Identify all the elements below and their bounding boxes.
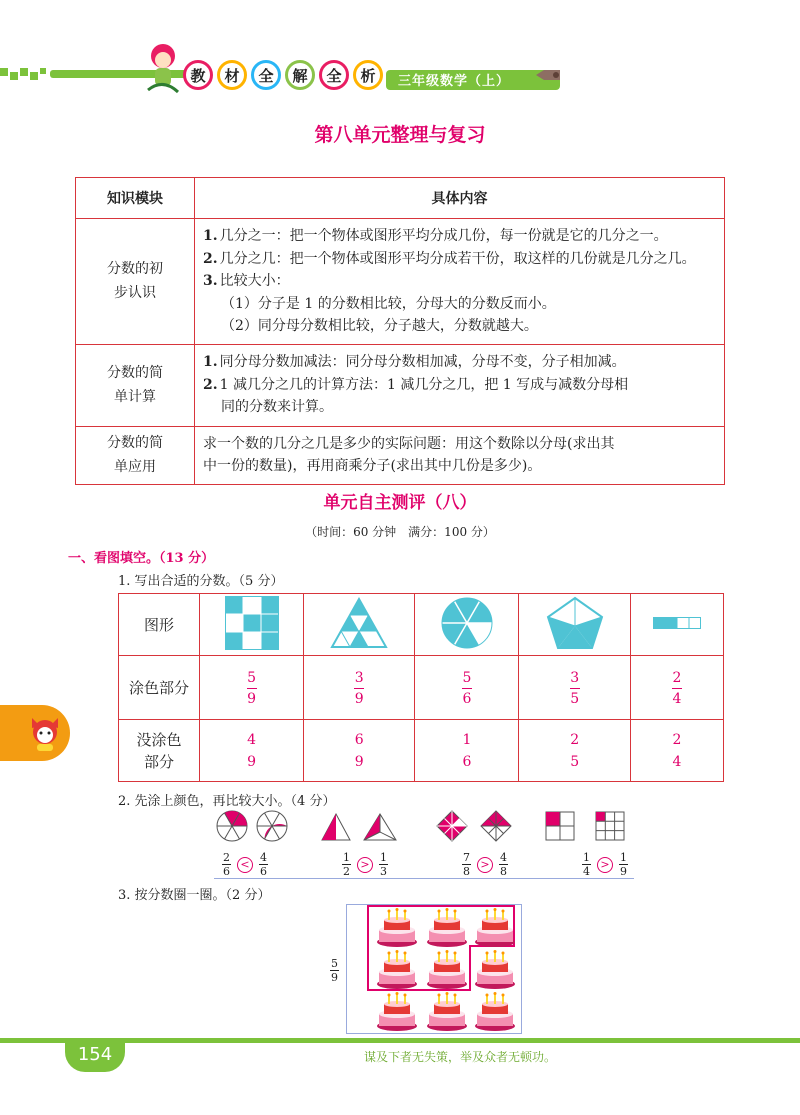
comparison-row bbox=[222, 852, 642, 877]
comparison-answer: > bbox=[597, 857, 613, 873]
header-series-title bbox=[183, 60, 383, 90]
series-char: 材 bbox=[217, 60, 247, 90]
fraction-figure-table bbox=[118, 593, 724, 782]
comparison-answer: > bbox=[477, 857, 493, 873]
question-2-text: 2. 先涂上颜色，再比较大小。（4 分） bbox=[118, 794, 336, 809]
comparison-item: $\frac{1}{2}$ > $\frac{1}{3}$ bbox=[343, 851, 387, 878]
module-name: 分数的简 单应用 bbox=[76, 426, 195, 484]
content-line: 2. 1 减几分之几的计算方法：1 减几分之几，把 1 写成与减数分母相 bbox=[203, 376, 629, 393]
comparison-item: $\frac{1}{4}$ > $\frac{1}{9}$ bbox=[583, 851, 627, 878]
shaded-fraction: $\frac{5}{6}$ bbox=[415, 656, 519, 720]
header-subject: 三年级数学（上） bbox=[398, 74, 511, 89]
review-title: 第八单元整理与复习 bbox=[314, 124, 486, 146]
table-row bbox=[76, 219, 725, 345]
shaded-fraction: $\frac{5}{9}$ bbox=[200, 656, 304, 720]
grid-square-figure bbox=[225, 596, 279, 650]
page-number: 154 bbox=[77, 1044, 113, 1065]
shaded-fraction: $\frac{2}{4}$ bbox=[630, 656, 723, 720]
column-header-content: 具体内容 bbox=[195, 178, 725, 219]
bar-figure bbox=[653, 616, 701, 630]
content-line: 中一份的数量)，再用商乘分子(求出其中几份是多少)。 bbox=[203, 458, 542, 474]
content-line: 求一个数的几分之几是多少的实际问题：用这个数除以分母(求出其 bbox=[203, 435, 615, 452]
cake-icon bbox=[376, 950, 418, 990]
unshaded-values: 6 9 bbox=[304, 720, 415, 782]
content-line: （1）分子是 1 的分数相比较，分母大的分数反而小。 bbox=[221, 295, 556, 312]
column-header-module: 知识模块 bbox=[76, 178, 195, 219]
table-row bbox=[119, 720, 724, 782]
table-row bbox=[119, 594, 724, 656]
content-line: （2）同分母分数相比较，分子越大，分数就越大。 bbox=[221, 318, 538, 334]
module-content bbox=[195, 219, 725, 345]
module-name: 分数的简 单计算 bbox=[76, 344, 195, 426]
module-name: 分数的初 步认识 bbox=[76, 219, 195, 345]
cake-icon bbox=[474, 908, 516, 948]
content-line: 同的分数来计算。 bbox=[221, 399, 333, 416]
triangle-figure bbox=[330, 597, 388, 649]
cake-icon bbox=[426, 992, 468, 1032]
unshaded-values: 2 5 bbox=[519, 720, 630, 782]
module-content bbox=[195, 344, 725, 426]
content-line: 3. 比较大小： bbox=[203, 273, 290, 289]
table-row bbox=[76, 344, 725, 426]
pencil-icon bbox=[536, 68, 562, 82]
comparison-answer: < bbox=[237, 857, 253, 873]
table-row bbox=[119, 656, 724, 720]
module-content bbox=[195, 426, 725, 484]
quiz-title: 单元自主测评（八） bbox=[323, 493, 477, 513]
series-char: 全 bbox=[319, 60, 349, 90]
unshaded-values: 2 4 bbox=[630, 720, 723, 782]
figure-cell bbox=[519, 594, 630, 656]
figure-cell bbox=[630, 594, 723, 656]
question-1-text: 1. 写出合适的分数。（5 分） bbox=[118, 574, 284, 589]
figure-cell bbox=[415, 594, 519, 656]
figure-cell bbox=[304, 594, 415, 656]
knowledge-table bbox=[75, 177, 725, 485]
cake-icon bbox=[474, 992, 516, 1032]
comparison-item: $\frac{2}{6}$ < $\frac{4}{6}$ bbox=[223, 851, 267, 878]
series-char: 析 bbox=[353, 60, 383, 90]
section-1-title: 一、看图填空。（13 分） bbox=[68, 551, 215, 566]
question-3-text: 3. 按分数圈一圈。（2 分） bbox=[118, 888, 271, 903]
circle-figure bbox=[440, 596, 494, 650]
footer-motto: 谋及下者无失策，举及众者无顿功。 bbox=[363, 1050, 556, 1064]
content-line: 1. 同分母分数加减法：同分母分数相加减，分母不变，分子相加减。 bbox=[203, 354, 626, 371]
row-header-unshaded: 没涂色 部分 bbox=[119, 720, 200, 782]
q3-fraction: $\frac{5}{9}$ bbox=[331, 957, 338, 984]
unshaded-values: 1 6 bbox=[415, 720, 519, 782]
header-mascot-icon bbox=[138, 40, 188, 100]
row-header-shaded: 涂色部分 bbox=[119, 656, 200, 720]
cake-icon bbox=[376, 908, 418, 948]
shaded-fraction: $\frac{3}{9}$ bbox=[304, 656, 415, 720]
series-char: 解 bbox=[285, 60, 315, 90]
shaded-fraction: $\frac{3}{5}$ bbox=[519, 656, 630, 720]
row-header-figure: 图形 bbox=[119, 594, 200, 656]
cake-icon bbox=[376, 992, 418, 1032]
comparison-item: $\frac{7}{8}$ > $\frac{4}{8}$ bbox=[463, 851, 507, 878]
cake-icon bbox=[426, 908, 468, 948]
pentagon-figure bbox=[546, 596, 604, 650]
table-header-row bbox=[76, 178, 725, 219]
content-line: 2. 几分之几：把一个物体或图形平均分成若干份，取这样的几份就是几分之几。 bbox=[203, 250, 696, 267]
table-row bbox=[76, 426, 725, 484]
series-char: 全 bbox=[251, 60, 281, 90]
comparison-answer: > bbox=[357, 857, 373, 873]
content-line: 1. 几分之一：把一个物体或图形平均分成几份，每一份就是它的几分之一。 bbox=[203, 228, 668, 244]
fox-mascot-icon bbox=[28, 714, 62, 752]
cake-icon bbox=[426, 950, 468, 990]
unshaded-values: 4 9 bbox=[200, 720, 304, 782]
series-char: 教 bbox=[183, 60, 213, 90]
cake-icon bbox=[474, 950, 516, 990]
figure-cell bbox=[200, 594, 304, 656]
quiz-time-info: （时间：60 分钟 满分：100 分） bbox=[305, 525, 495, 539]
